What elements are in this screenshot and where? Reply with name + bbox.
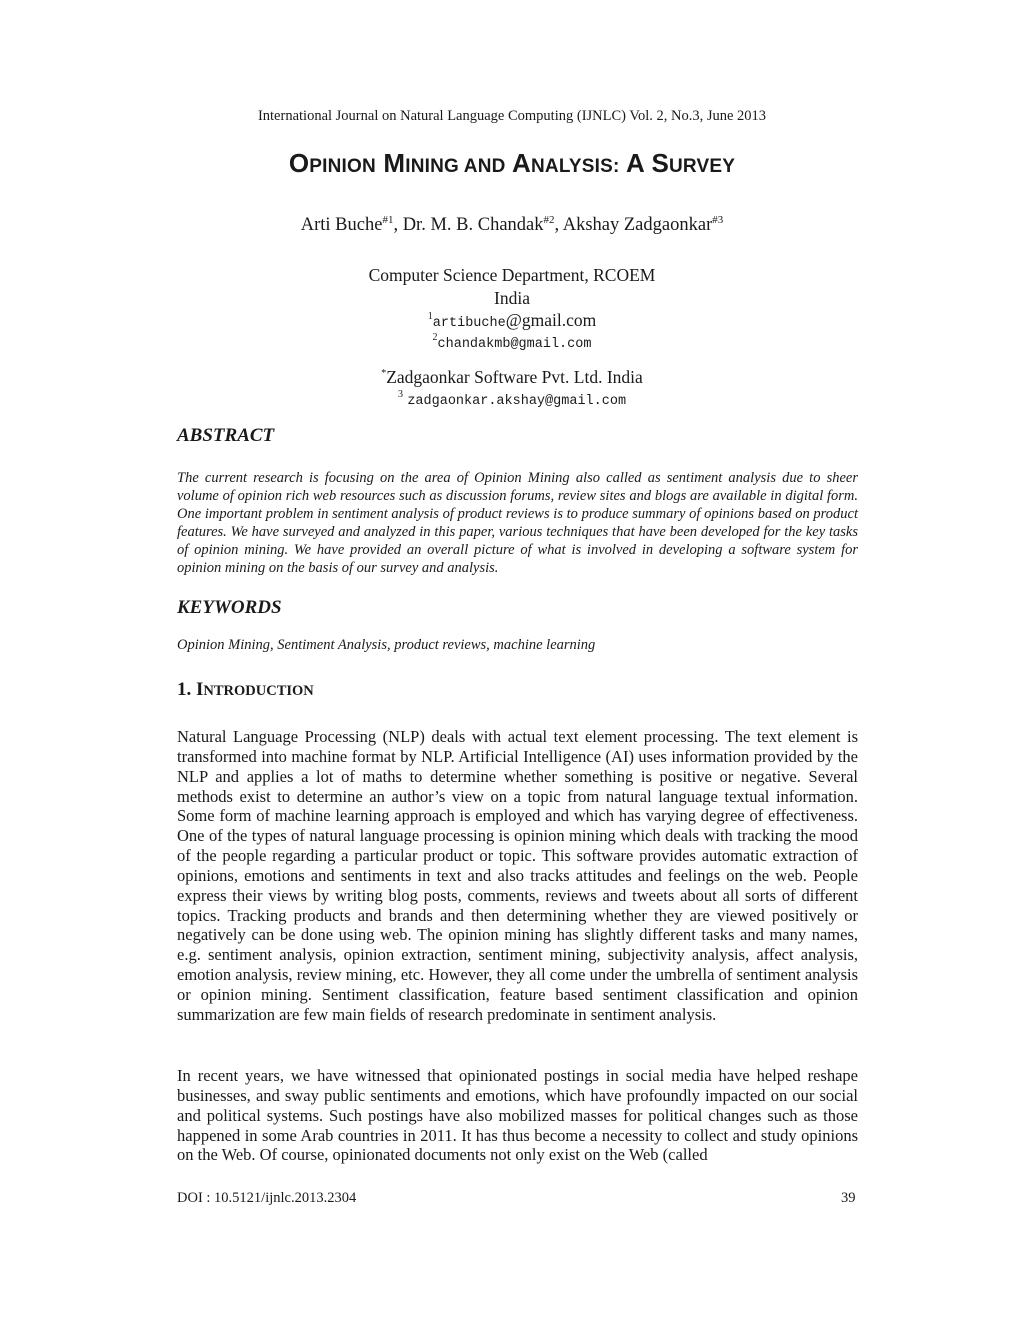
footer-doi: DOI : 10.5121/ijnlc.2013.2304 (177, 1190, 357, 1206)
email-user: artibuche (432, 316, 506, 331)
affiliation-marker: * (381, 368, 387, 380)
email-marker: 1 (427, 311, 433, 323)
title-cap: M (383, 148, 406, 178)
author-name: Arti Buche (300, 215, 383, 236)
author-email-3 (0, 388, 1024, 409)
author-marker: #2 (543, 214, 555, 226)
title-cap: S (651, 148, 670, 178)
author-list (0, 214, 1024, 236)
author-name: Dr. M. B. Chandak (402, 215, 544, 236)
author-separator: , (554, 215, 563, 236)
section-title-rest: NTRODUCTION (203, 683, 314, 699)
paper-title (0, 148, 1024, 179)
email-domain: @gmail.com (505, 310, 597, 330)
title-word: A (626, 148, 645, 178)
title-cap: A (512, 148, 532, 178)
introduction-paragraph-2: In recent years, we have witnessed that opinionated postings in social media have helped reshape businesses, and sway public sentiments and emotions, which have profoundly impacted on our social and political systems. Such postings have also mobilized masses for political changes such as those happened in some Arab countries in 2011. It has thus become a necessity to collect and study opinions on the Web. Of course, opinionated documents not only exist on the Web (called (177, 1066, 858, 1165)
abstract-text: The current research is focusing on the area of Opinion Mining also called as sentiment analysis due to sheer volume of opinion rich web resources such as discussion forums, review sites and blogs are available in digital form. One important problem in sentiment analysis of product reviews is to produce summary of opinions based on product features. We have surveyed and analyzed in this paper, various techniques that have been developed for the key tasks of opinion mining. We have provided an overall picture of what is involved in developing a software system for opinion mining on the basis of our survey and analysis. (177, 470, 858, 576)
abstract-heading: ABSTRACT (177, 425, 275, 446)
title-rest: NALYSIS: (531, 156, 620, 177)
running-header: International Journal on Natural Language Computing (IJNLC) Vol. 2, No.3, June 2013 (257, 108, 767, 124)
introduction-paragraph-1: Natural Language Processing (NLP) deals with actual text element processing. The text element is transformed into machine format by NLP. Artificial Intelligence (AI) uses information provided by the NLP and applies a lot of maths to determine whether something is positive or negative. Several methods exist to determine an author’s view on a topic from natural language textual information. Some form of machine learning approach is employed and which has varying degree of effectiveness. One of the types of natural language processing is opinion mining which deals with tracking the mood of the people regarding a particular product or topic. This software provides automatic extraction of opinions, emotions and sentiments in text and also tracks attitudes and feelings on the web. People express their views by writing blog posts, comments, reviews and tweets about all sorts of different topics. Tracking products and brands and then determining whether they are viewed positively or negatively can be done using web. The opinion mining has slightly different tasks and many names, e.g. sentiment analysis, opinion extraction, sentiment mining, subjectivity analysis, affect analysis, emotion analysis, review mining, etc. However, they all come under the umbrella of sentiment analysis or opinion mining. Sentiment classification, feature based sentiment classification and opinion summarization are few main fields of research predominate in sentiment analysis. (177, 727, 858, 1024)
email-address: zadgaonkar.akshay@gmail.com (407, 394, 627, 409)
keywords-text: Opinion Mining, Sentiment Analysis, product reviews, machine learning (177, 637, 596, 653)
email-marker: 2 (432, 332, 438, 344)
author-email-1 (0, 310, 1024, 331)
affiliation-country: India (494, 288, 530, 308)
title-cap: O (288, 148, 310, 178)
author-name: Akshay Zadgaonkar (562, 215, 713, 236)
author-marker: #3 (712, 214, 724, 226)
title-rest: PINION (309, 156, 376, 177)
author-marker: #1 (382, 214, 394, 226)
affiliation-company (0, 367, 1024, 388)
page-number: 39 (841, 1190, 856, 1206)
company-name: Zadgaonkar Software Pvt. Ltd. India (386, 367, 643, 387)
introduction-heading (177, 679, 314, 701)
author-email-2 (0, 331, 1024, 352)
affiliation-department: Computer Science Department, RCOEM (368, 265, 656, 285)
email-address: chandakmb@gmail.com (437, 337, 592, 352)
title-rest: INING AND (405, 156, 506, 177)
title-rest: URVEY (669, 156, 736, 177)
author-separator: , (393, 215, 403, 236)
email-marker: 3 (397, 389, 403, 401)
keywords-heading: KEYWORDS (177, 597, 282, 618)
section-number: 1. I (177, 679, 204, 700)
